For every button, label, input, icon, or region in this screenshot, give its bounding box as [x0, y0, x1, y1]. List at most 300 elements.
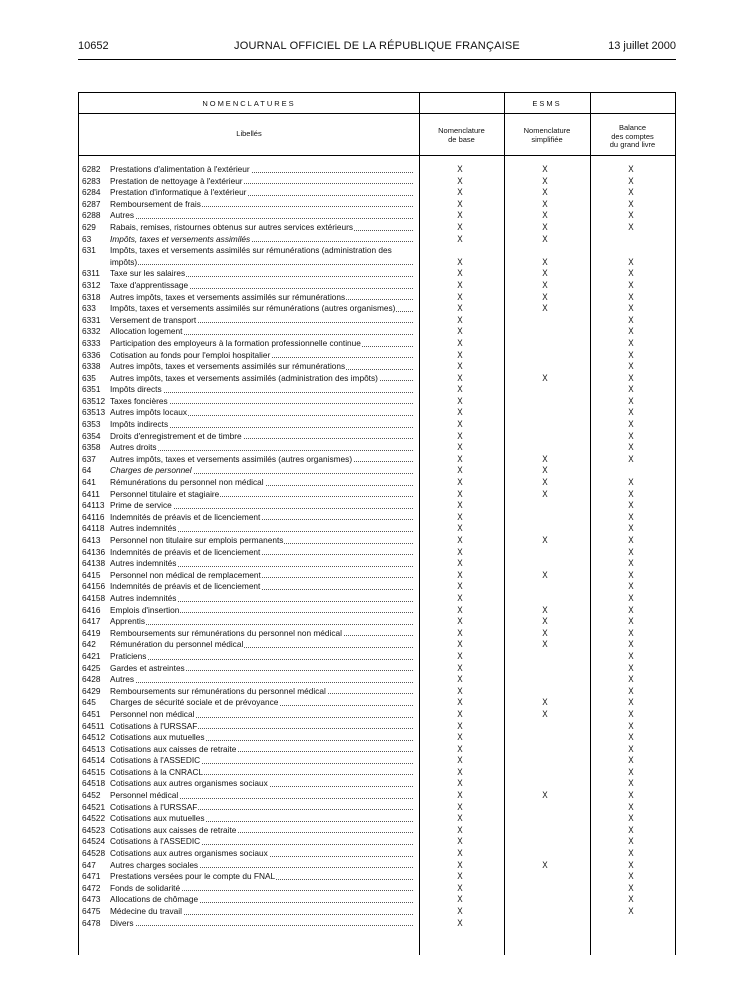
table-row	[79, 454, 675, 466]
mark-balance: X	[628, 662, 634, 673]
account-code: 629	[82, 221, 96, 232]
table-row	[79, 465, 675, 477]
mark-simplifiee: X	[542, 303, 548, 314]
table-row	[79, 605, 675, 617]
account-code: 6452	[82, 790, 101, 801]
table-row	[79, 848, 675, 860]
account-label-cell	[110, 605, 413, 617]
table-row	[79, 315, 675, 327]
account-label-cell	[110, 558, 413, 570]
table-row	[79, 396, 675, 408]
account-label-cell	[110, 350, 413, 362]
account-label: Charges de personnel	[110, 465, 192, 476]
mark-base: X	[457, 558, 463, 569]
account-code: 64511	[82, 720, 105, 731]
account-label: Remboursement de frais	[110, 198, 201, 209]
table-row	[79, 407, 675, 419]
account-label-cell	[110, 802, 413, 814]
mark-simplifiee: X	[542, 291, 548, 302]
col-header-libelles: Libellés	[236, 129, 262, 138]
account-label: Prime de service	[110, 500, 172, 511]
mark-base: X	[457, 523, 463, 534]
account-code: 6425	[82, 662, 101, 673]
account-label-cell	[110, 535, 413, 547]
table-row	[79, 778, 675, 790]
mark-simplifiee: X	[542, 221, 548, 232]
account-code: 6331	[82, 314, 101, 325]
table-row	[79, 802, 675, 814]
account-label: Praticiens	[110, 650, 147, 661]
table-row	[79, 894, 675, 906]
account-code: 6413	[82, 535, 101, 545]
mark-base: X	[457, 882, 463, 893]
table-row	[79, 373, 675, 385]
mark-base: X	[457, 732, 463, 743]
account-code: 6428	[82, 674, 101, 685]
mark-base: X	[457, 674, 463, 685]
account-label-cell	[110, 697, 413, 709]
account-label: Charges de sécurité sociale et de prévoyance	[110, 697, 279, 708]
col-header-base-line2: de base	[448, 134, 475, 144]
caption-nomenclatures: NOMENCLATURES	[202, 99, 296, 108]
account-code: 64513	[82, 743, 106, 754]
account-label-cell	[110, 303, 413, 315]
account-label: Cotisations aux mutuelles	[110, 813, 205, 824]
mark-balance: X	[628, 268, 634, 279]
mark-base: X	[457, 755, 463, 766]
mark-simplifiee: X	[542, 569, 548, 580]
account-label-cell	[110, 639, 413, 651]
mark-balance: X	[628, 187, 634, 198]
dot-leader	[110, 264, 413, 265]
account-code: 64512	[82, 732, 106, 743]
mark-base: X	[457, 848, 463, 859]
account-label-cell	[110, 894, 413, 906]
account-label: Cotisations à l'URSSAF	[110, 801, 198, 812]
table-row	[79, 663, 675, 675]
table-row	[79, 860, 675, 872]
table-row	[79, 477, 675, 489]
caption-rule-left	[79, 113, 419, 114]
mark-balance: X	[628, 175, 634, 186]
mark-base: X	[457, 801, 463, 812]
mark-base: X	[457, 569, 463, 580]
account-label-cell	[110, 813, 413, 825]
mark-base: X	[457, 859, 463, 870]
account-label: Autres indemnités	[110, 558, 177, 569]
mark-simplifiee: X	[542, 790, 548, 801]
account-code: 6354	[82, 430, 101, 441]
mark-base: X	[457, 813, 463, 824]
account-code: 6478	[82, 917, 101, 928]
account-label: Cotisations à la CNRACL	[110, 766, 204, 777]
account-label-cell	[110, 373, 413, 385]
account-code: 6311	[82, 268, 100, 279]
account-label: Prestation d'informatique à l'extérieur	[110, 187, 247, 198]
table-row	[79, 176, 675, 188]
account-label: Cotisations à l'ASSEDIC	[110, 755, 201, 766]
table-row	[79, 628, 675, 640]
account-label: Taxe sur les salaires	[110, 268, 186, 279]
mark-simplifiee: X	[542, 488, 548, 499]
mark-balance: X	[628, 442, 634, 453]
mark-base: X	[457, 221, 463, 232]
account-label: Rabais, remises, ristournes obtenus sur autres services extérieurs	[110, 221, 354, 232]
account-label-cell	[110, 709, 413, 721]
account-label-cell	[110, 918, 413, 930]
mark-base: X	[457, 535, 463, 545]
account-code: 63513	[82, 407, 106, 418]
nomenclature-table	[78, 92, 676, 955]
table-row	[79, 813, 675, 825]
mark-balance: X	[628, 384, 634, 395]
account-label-cell	[110, 187, 413, 199]
account-code: 647	[82, 859, 96, 870]
table-row	[79, 268, 675, 280]
mark-base: X	[457, 488, 463, 499]
account-code: 631	[82, 245, 96, 256]
table-row	[79, 303, 675, 315]
mark-base: X	[457, 685, 463, 696]
table-row	[79, 767, 675, 779]
table-row	[79, 535, 675, 547]
mark-simplifiee: X	[542, 465, 548, 476]
account-code: 6472	[82, 882, 101, 893]
table-row	[79, 558, 675, 570]
col-header-base	[419, 127, 504, 144]
table-row	[79, 732, 675, 744]
table-row	[79, 187, 675, 199]
mark-simplifiee: X	[542, 604, 548, 615]
account-code: 63512	[82, 395, 106, 406]
mark-simplifiee: X	[542, 256, 548, 267]
account-code: 6282	[82, 164, 101, 174]
table-row	[79, 210, 675, 222]
account-code: 6475	[82, 906, 101, 916]
mark-simplifiee: X	[542, 627, 548, 638]
mark-base: X	[457, 743, 463, 754]
account-label-cell	[110, 593, 413, 605]
account-label-cell	[110, 199, 413, 211]
mark-base: X	[457, 766, 463, 777]
account-code: 6312	[82, 279, 101, 290]
mark-balance: X	[628, 210, 634, 221]
mark-balance: X	[628, 407, 634, 418]
mark-balance: X	[628, 581, 634, 592]
account-label-cell	[110, 674, 413, 686]
col-header-base-line1: Nomenclature	[438, 126, 485, 135]
mark-balance: X	[628, 419, 634, 430]
table-row	[79, 674, 675, 686]
mark-base: X	[457, 477, 463, 488]
account-label-cell	[110, 547, 413, 559]
account-label: Autres impôts, taxes et versements assimilés sur rémunérations	[110, 361, 346, 372]
mark-balance: X	[628, 546, 634, 557]
mark-balance: X	[628, 395, 634, 406]
account-label-cell	[110, 581, 413, 593]
mark-balance: X	[628, 801, 634, 812]
mark-balance: X	[628, 836, 634, 847]
account-code: 64158	[82, 592, 106, 603]
account-label: Allocation logement	[110, 326, 183, 337]
account-label: Cotisations aux caisses de retraite	[110, 824, 237, 835]
account-label: Fonds de solidarité	[110, 882, 181, 893]
account-code: 6318	[82, 291, 101, 302]
mark-base: X	[457, 697, 463, 708]
account-code: 64113	[82, 500, 105, 511]
account-label: Taxes foncières	[110, 395, 168, 406]
mark-base: X	[457, 790, 463, 801]
table-row	[79, 581, 675, 593]
dot-leader	[110, 218, 413, 219]
table-row	[79, 697, 675, 709]
table-row	[79, 280, 675, 292]
table-row	[79, 512, 675, 524]
account-code: 642	[82, 639, 96, 650]
account-label: Autres charges sociales	[110, 859, 199, 870]
table-row	[79, 419, 675, 431]
account-code: 6411	[82, 488, 100, 499]
mark-balance: X	[628, 256, 634, 267]
mark-base: X	[457, 175, 463, 186]
account-label-cell	[110, 732, 413, 744]
mark-base: X	[457, 546, 463, 557]
mark-base: X	[457, 233, 463, 244]
account-label-cell	[110, 176, 413, 188]
mark-base: X	[457, 314, 463, 325]
account-label-cell	[110, 906, 413, 918]
mark-balance: X	[628, 372, 634, 383]
account-label: Autres indemnités	[110, 592, 177, 603]
account-label: Autres	[110, 210, 134, 221]
mark-simplifiee: X	[542, 697, 548, 708]
account-label: Divers	[110, 917, 134, 928]
table-row	[79, 442, 675, 454]
mark-balance: X	[628, 766, 634, 777]
account-label: Impôts, taxes et versements assimilés	[110, 233, 251, 244]
mark-base: X	[457, 604, 463, 615]
mark-balance: X	[628, 349, 634, 360]
table-row	[79, 871, 675, 883]
account-label-cell	[110, 292, 413, 304]
account-label: Cotisations à l'ASSEDIC	[110, 836, 201, 847]
account-label: Cotisations aux autres organismes sociaux	[110, 848, 268, 859]
account-label: Prestation de nettoyage à l'extérieur	[110, 175, 243, 186]
mark-base: X	[457, 871, 463, 882]
mark-simplifiee: X	[542, 639, 548, 650]
account-label-cell	[110, 721, 413, 733]
account-code: 6429	[82, 685, 101, 696]
account-code: 64514	[82, 755, 106, 766]
account-label-cell	[110, 778, 413, 790]
account-code: 6419	[82, 627, 101, 638]
col-header-balance-line3: du grand livre	[609, 140, 656, 149]
account-label: Autres impôts, taxes et versements assimilés (autres organismes)	[110, 453, 353, 464]
table-row	[79, 361, 675, 373]
mark-balance: X	[628, 755, 634, 766]
mark-simplifiee: X	[542, 279, 548, 290]
account-code: 64521	[82, 801, 106, 812]
account-label: Indemnités de préavis et de licenciement	[110, 546, 261, 557]
account-code: 6421	[82, 650, 101, 661]
account-label-cell	[110, 245, 413, 268]
col-header-simplifiee	[504, 127, 590, 144]
account-label: Autres	[110, 674, 134, 685]
mark-base: X	[457, 511, 463, 522]
mark-base: X	[457, 650, 463, 661]
mark-base: X	[457, 442, 463, 453]
table-row	[79, 500, 675, 512]
account-label: Allocations de chômage	[110, 894, 199, 905]
mark-balance: X	[628, 894, 634, 905]
mark-base: X	[457, 326, 463, 337]
account-code: 64522	[82, 813, 106, 824]
header-rule	[78, 59, 676, 60]
mark-balance: X	[628, 813, 634, 824]
mark-base: X	[457, 291, 463, 302]
account-code: 6336	[82, 349, 101, 360]
account-label-cell	[110, 744, 413, 756]
account-label: Prestations d'alimentation à l'extérieur	[110, 164, 250, 174]
table-row	[79, 326, 675, 338]
account-label: Indemnités de préavis et de licenciement	[110, 581, 261, 592]
account-label-cell	[110, 268, 413, 280]
account-label-cell	[110, 477, 413, 489]
account-label: Personnel titulaire et stagiaire	[110, 488, 220, 499]
table-row	[79, 906, 675, 918]
col-header-balance-line1: Balance	[618, 123, 647, 132]
account-label: Remboursements sur rémunérations du personnel non médical	[110, 627, 342, 638]
table-row	[79, 489, 675, 501]
dot-leader	[110, 624, 413, 625]
header-bottom-rule	[79, 155, 675, 156]
account-label-cell	[110, 210, 413, 222]
journal-title: JOURNAL OFFICIEL DE LA RÉPUBLIQUE FRANÇAISE	[234, 40, 520, 52]
table-row	[79, 523, 675, 535]
mark-balance: X	[628, 697, 634, 708]
mark-base: X	[457, 720, 463, 731]
account-code: 64518	[82, 778, 106, 789]
account-label: Impôts directs	[110, 384, 162, 395]
account-code: 637	[82, 453, 96, 464]
mark-balance: X	[628, 337, 634, 348]
mark-base: X	[457, 303, 463, 314]
account-label-cell	[110, 651, 413, 663]
account-code: 6416	[82, 604, 101, 615]
mark-base: X	[457, 500, 463, 511]
mark-simplifiee: X	[542, 453, 548, 464]
account-code: 6451	[82, 708, 101, 719]
mark-balance: X	[628, 592, 634, 603]
account-code: 6471	[82, 871, 101, 882]
table-row	[79, 570, 675, 582]
mark-simplifiee: X	[542, 268, 548, 279]
mark-balance: X	[628, 535, 634, 545]
account-label-cell	[110, 860, 413, 872]
dot-leader	[110, 659, 413, 660]
account-code: 63	[82, 233, 92, 244]
publication-date: 13 juillet 2000	[608, 40, 676, 52]
account-label-cell	[110, 419, 413, 431]
account-code: 6284	[82, 187, 101, 198]
mark-base: X	[457, 361, 463, 372]
mark-balance: X	[628, 558, 634, 569]
account-label-cell	[110, 767, 413, 779]
col-header-simpl-line1: Nomenclature	[523, 126, 571, 135]
account-label-cell	[110, 663, 413, 675]
mark-base: X	[457, 419, 463, 430]
mark-base: X	[457, 824, 463, 835]
account-code: 64138	[82, 558, 106, 569]
account-code: 6415	[82, 569, 101, 580]
mark-balance: X	[628, 430, 634, 441]
account-label: Autres droits	[110, 442, 157, 453]
mark-balance: X	[628, 627, 634, 638]
table-row	[79, 199, 675, 211]
mark-balance: X	[628, 511, 634, 522]
account-label-cell	[110, 790, 413, 802]
table-row	[79, 593, 675, 605]
table-row	[79, 755, 675, 767]
mark-base: X	[457, 778, 463, 789]
account-label-cell	[110, 315, 413, 327]
account-label-cell	[110, 755, 413, 767]
mark-base: X	[457, 894, 463, 905]
account-label-cell	[110, 222, 413, 234]
mark-balance: X	[628, 279, 634, 290]
caption-esms: ESMS	[532, 99, 562, 108]
account-label-cell	[110, 396, 413, 408]
account-code: 64118	[82, 523, 105, 534]
account-label: Rémunérations du personnel non médical	[110, 477, 264, 488]
account-label-cell	[110, 454, 413, 466]
table-row	[79, 164, 675, 176]
table-body	[79, 164, 675, 929]
mark-base: X	[457, 395, 463, 406]
mark-balance: X	[628, 221, 634, 232]
account-label-cell	[110, 431, 413, 443]
page-header	[78, 40, 676, 54]
account-label-cell	[110, 384, 413, 396]
table-row	[79, 744, 675, 756]
mark-balance: X	[628, 685, 634, 696]
account-label: Droits d'enregistrement et de timbre	[110, 430, 242, 441]
mark-simplifiee: X	[542, 477, 548, 488]
account-label-cell	[110, 686, 413, 698]
mark-balance: X	[628, 674, 634, 685]
table-row	[79, 918, 675, 930]
mark-balance: X	[628, 303, 634, 314]
mark-balance: X	[628, 824, 634, 835]
mark-base: X	[457, 187, 463, 198]
mark-simplifiee: X	[542, 616, 548, 627]
mark-balance: X	[628, 743, 634, 754]
table-row	[79, 292, 675, 304]
table-row	[79, 222, 675, 234]
mark-base: X	[457, 662, 463, 673]
table-row	[79, 639, 675, 651]
account-label: Emplois d'insertion	[110, 604, 180, 615]
account-label-cell	[110, 512, 413, 524]
account-code: 6358	[82, 442, 101, 453]
account-code: 645	[82, 697, 96, 708]
account-label-cell	[110, 442, 413, 454]
table-row	[79, 547, 675, 559]
mark-base: X	[457, 917, 463, 928]
mark-base: X	[457, 337, 463, 348]
mark-base: X	[457, 198, 463, 209]
account-label-cell	[110, 871, 413, 883]
